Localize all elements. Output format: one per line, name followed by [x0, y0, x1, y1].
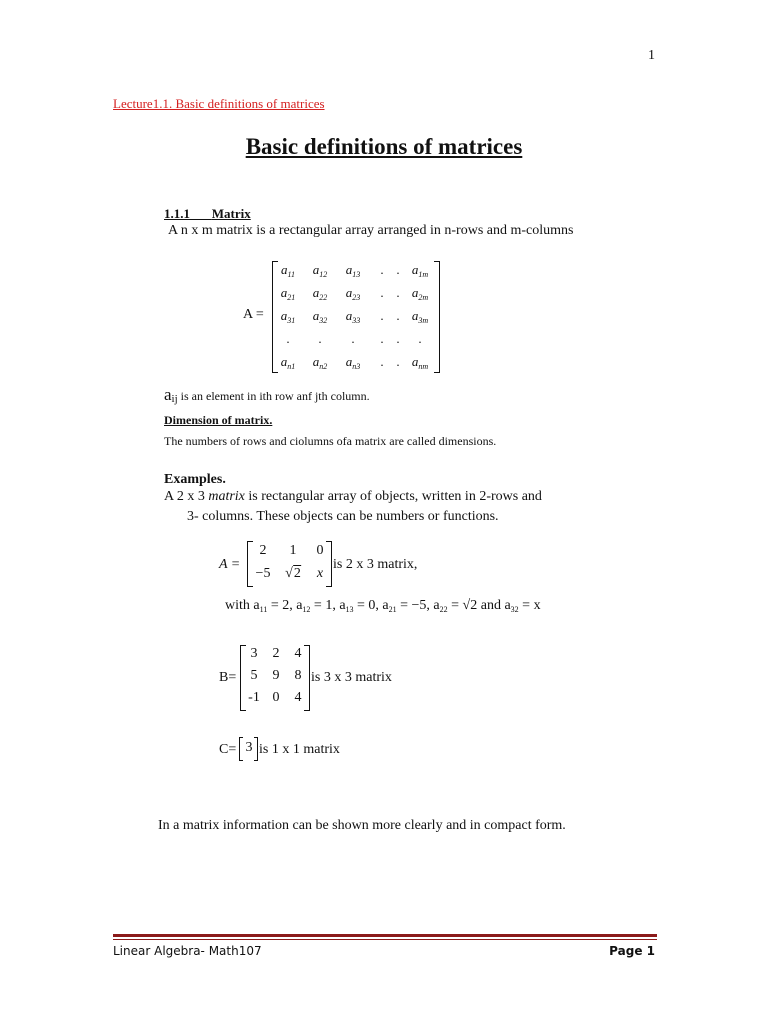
matrix-c-label: C= — [219, 742, 237, 757]
general-matrix — [272, 261, 440, 373]
right-bracket — [326, 541, 332, 587]
general-matrix-cell-1-2: $a_{12}$ — [312, 262, 328, 279]
matrix-b-cell-2-2: 9 — [272, 668, 280, 683]
examples-line-1 — [164, 489, 542, 505]
element-values-part: = 0, a — [353, 598, 389, 613]
footer-rule — [113, 934, 657, 937]
general-matrix-cell-4-4: . — [380, 331, 384, 346]
element-values-line — [225, 598, 541, 614]
examples-line-1b: is rectangular array of objects, written in 2-rows and — [244, 489, 542, 504]
element-values-subscript: 21 — [388, 605, 397, 614]
left-bracket — [247, 541, 253, 587]
general-matrix-cell-1-5: . — [396, 262, 400, 277]
matrix-b-cell-2-3: 8 — [294, 668, 302, 683]
matrix-a-cell-2-2: √2 — [285, 566, 301, 581]
element-subscript: ij — [171, 393, 178, 405]
general-matrix-cell-1-3: $a_{13}$ — [345, 262, 361, 279]
matrix-b-cell-3-3: 4 — [294, 690, 302, 705]
general-matrix-cell-3-5: . — [396, 308, 400, 323]
general-matrix-cell-4-1: . — [286, 331, 290, 346]
matrix-b-cell-1-3: 4 — [294, 646, 302, 661]
matrix-a-cell-2-3: x — [316, 566, 324, 581]
page-title: Basic definitions of matrices — [245, 134, 523, 159]
general-matrix-cell-1-4: . — [380, 262, 384, 277]
footer-page: Page 1 — [609, 944, 655, 958]
matrix-c-cell-1-1: 3 — [245, 740, 253, 755]
right-bracket — [434, 261, 440, 373]
footer-course: Linear Algebra- Math107 — [113, 944, 262, 958]
examples-heading: Examples. — [164, 472, 226, 487]
right-bracket — [304, 645, 310, 711]
element-values-part: = −5, a — [396, 598, 440, 613]
matrix-c-caption: is 1 x 1 matrix — [259, 742, 340, 757]
element-values-part: = 1, a — [310, 598, 346, 613]
matrix-b-label: B= — [219, 670, 237, 685]
examples-line-1-italic: matrix — [208, 489, 245, 504]
examples-line-1a: A 2 x 3 — [164, 489, 209, 504]
element-values-part: = √2 and a — [447, 598, 511, 613]
matrix-a-cell-1-2: 1 — [289, 543, 297, 558]
closing-sentence: In a matrix information can be shown more clearly and in compact form. — [158, 818, 566, 833]
matrix-c — [239, 737, 258, 761]
matrix-b-cell-1-1: 3 — [250, 646, 258, 661]
page-number: 1 — [648, 48, 655, 63]
general-matrix-cell-2-5: . — [396, 285, 400, 300]
element-symbol: a — [164, 385, 172, 404]
matrix-a-cell-1-1: 2 — [259, 543, 267, 558]
general-matrix-cell-3-3: $a_{33}$ — [345, 308, 361, 325]
element-values-prefix: with a — [225, 598, 260, 613]
general-matrix-cell-2-6: $a_{2m}$ — [411, 285, 429, 302]
matrix-a-label: A = — [219, 557, 241, 572]
general-matrix-cell-4-5: . — [396, 331, 400, 346]
general-matrix-cell-3-4: . — [380, 308, 384, 323]
element-values-subscript: 12 — [302, 605, 311, 614]
section-heading — [164, 206, 251, 222]
general-matrix-cell-5-1: $a_{n1}$ — [280, 354, 296, 371]
matrix-b-cell-1-2: 2 — [272, 646, 280, 661]
general-matrix-cell-5-4: . — [380, 354, 384, 369]
matrix-b — [240, 645, 310, 711]
matrix-b-cell-3-1: -1 — [248, 690, 260, 705]
element-values-part: = 2, a — [267, 598, 303, 613]
element-values-subscript: 22 — [439, 605, 448, 614]
matrix-b-caption: is 3 x 3 matrix — [311, 670, 392, 685]
general-matrix-cell-2-4: . — [380, 285, 384, 300]
left-bracket — [239, 737, 243, 761]
footer-rule-thin — [113, 939, 657, 940]
element-note-text: is an element in ith row anf jth column. — [177, 389, 370, 403]
general-matrix-cell-4-6: . — [418, 331, 422, 346]
section-name: Matrix — [211, 206, 251, 221]
general-matrix-cell-3-6: $a_{3m}$ — [411, 308, 429, 325]
general-matrix-cell-5-6: $a_{nm}$ — [411, 354, 429, 371]
general-matrix-cell-3-1: $a_{31}$ — [280, 308, 296, 325]
matrix-a-cell-1-3: 0 — [316, 543, 324, 558]
dimension-text: The numbers of rows and ciolumns ofa matrix are called dimensions. — [164, 434, 497, 448]
general-matrix-cell-2-3: $a_{23}$ — [345, 285, 361, 302]
left-bracket — [240, 645, 246, 711]
element-values-subscript: 32 — [510, 605, 519, 614]
examples-line-2: 3- columns. These objects can be numbers or functions. — [187, 509, 499, 524]
matrix-a — [247, 541, 332, 587]
general-matrix-cell-2-1: $a_{21}$ — [280, 285, 296, 302]
matrix-definition: A n x m matrix is a rectangular array arranged in n-rows and m-columns — [168, 223, 574, 238]
dimension-heading: Dimension of matrix. — [164, 413, 273, 427]
general-matrix-label: A = — [243, 307, 264, 322]
lecture-heading: Lecture1.1. Basic definitions of matrices — [113, 96, 325, 111]
matrix-a-caption: is 2 x 3 matrix, — [333, 557, 418, 572]
section-number: 1.1.1 — [164, 206, 190, 221]
right-bracket — [254, 737, 258, 761]
matrix-b-cell-2-1: 5 — [250, 668, 258, 683]
general-matrix-cell-4-3: . — [351, 331, 355, 346]
matrix-a-cell-2-1: −5 — [255, 566, 271, 581]
general-matrix-cell-3-2: $a_{32}$ — [312, 308, 328, 325]
matrix-b-cell-3-2: 0 — [272, 690, 280, 705]
element-values-part: = x — [518, 598, 541, 613]
general-matrix-cell-5-2: $a_{n2}$ — [312, 354, 328, 371]
general-matrix-cell-1-6: $a_{1m}$ — [411, 262, 429, 279]
general-matrix-cell-4-2: . — [318, 331, 322, 346]
general-matrix-cell-1-1: $a_{11}$ — [281, 262, 295, 279]
general-matrix-cell-5-3: $a_{n3}$ — [345, 354, 361, 371]
general-matrix-cell-2-2: $a_{22}$ — [312, 285, 328, 302]
element-values-subscript: 11 — [259, 605, 268, 614]
element-values-subscript: 13 — [345, 605, 354, 614]
element-note — [164, 385, 370, 405]
general-matrix-cell-5-5: . — [396, 354, 400, 369]
left-bracket — [272, 261, 278, 373]
